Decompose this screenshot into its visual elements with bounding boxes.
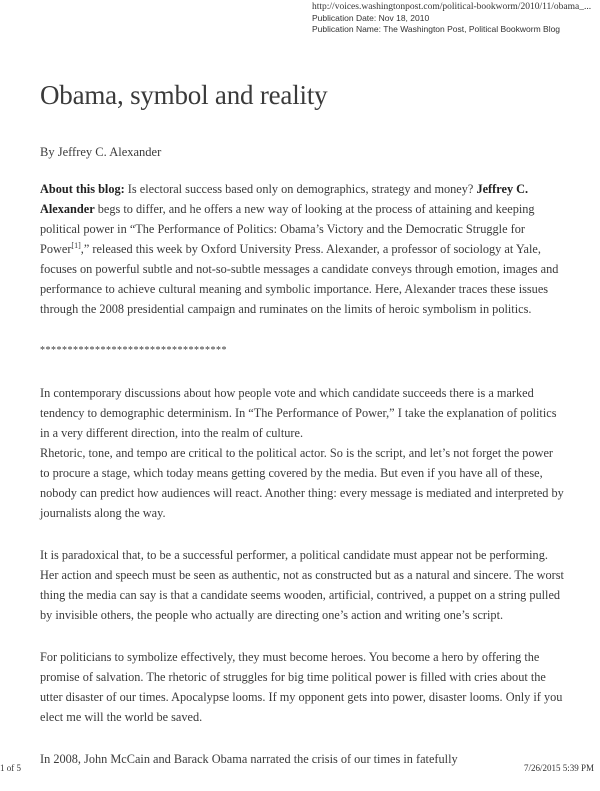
body-paragraph: Rhetoric, tone, and tempo are critical to the political actor. So is the script, and let’s not forget the power to procure a stage, which today means getting covered by the media. But even if you have all of these, nobody can predict how audiences will react. Another thing: every message is mediated and interpreted by journalists along the way. bbox=[40, 446, 564, 520]
separator: ********************************** bbox=[40, 345, 227, 356]
about-text-1: Is electoral success based only on demographics, strategy and money? bbox=[124, 182, 477, 196]
source-url[interactable]: http://voices.washingtonpost.com/political-bookworm/2010/11/obama_... bbox=[312, 2, 592, 12]
about-text-3: ,” released this week by Oxford University Press. Alexander, a professor of sociology at Yale, focuses on powerful subtle and not-so-subtle messages a candidate conveys through emotion, images and performance to achieve cultural meaning and symbolic importance. Here, Alexander traces these issues through the 2008 presidential campaign and ruminates on the limits of heroic symbolism in politics. bbox=[40, 242, 559, 316]
body-paragraph: For politicians to symbolize effectively, they must become heroes. You become a hero by offering the promise of salvation. The rhetoric of struggles for big time political power is filled with cries about the utter disaster of our times. Apocalypse looms. If my opponent gets into power, disaster looms. Only if you elect me will the world be saved. bbox=[40, 650, 563, 724]
footnote-link[interactable]: [1] bbox=[71, 240, 81, 250]
page-number: 1 of 5 bbox=[0, 763, 21, 773]
article-title: Obama, symbol and reality bbox=[40, 80, 328, 110]
body-paragraph: In contemporary discussions about how people vote and which candidate succeeds there is a marked tendency to demographic determinism. In “The Performance of Power,” I take the explanation of politics in a very different direction, into the realm of culture. bbox=[40, 386, 557, 440]
print-timestamp: 7/26/2015 5:39 PM bbox=[523, 763, 594, 773]
about-text-2: begs to differ, and he offers a new way of looking at the process of attaining and keeping political power in “The Performance of Politics: Obama’s Victory and the Democratic Struggle for Power bbox=[40, 202, 535, 256]
byline: By Jeffrey C. Alexander bbox=[40, 145, 162, 159]
article-body bbox=[40, 179, 565, 791]
publication-name: Publication Name: The Washington Post, Political Bookworm Blog bbox=[312, 24, 561, 34]
about-label: About this blog: bbox=[40, 182, 125, 196]
print-header bbox=[312, 2, 591, 35]
body-paragraph: It is paradoxical that, to be a successful performer, a political candidate must appear not be performing. Her action and speech must be seen as authentic, not as constructed but as a natural and sincere. The worst thing the media can say is that a candidate seems wooden, artificial, contrived, a puppet on a string pulled by invisible others, the people who actually are directing one’s action and writing one’s script. bbox=[40, 548, 564, 622]
publication-date: Publication Date: Nov 18, 2010 bbox=[312, 13, 430, 23]
author-name: Jeffrey C. Alexander bbox=[40, 182, 529, 216]
about-paragraph bbox=[40, 179, 565, 319]
body-paragraph: In 2008, John McCain and Barack Obama narrated the crisis of our times in fatefully bbox=[40, 752, 458, 766]
